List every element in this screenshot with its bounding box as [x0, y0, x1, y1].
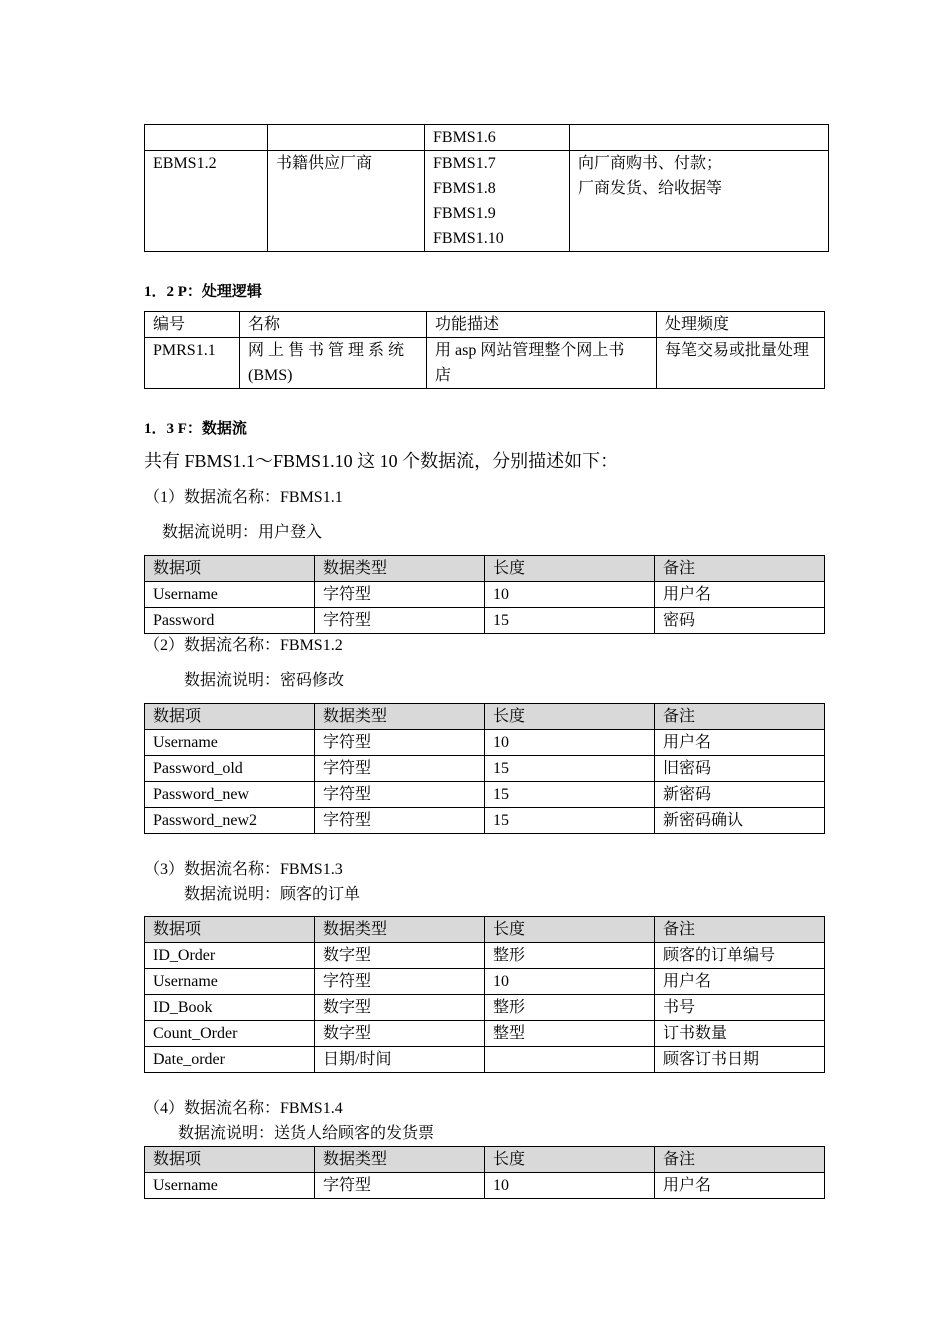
table-cell: 10: [485, 730, 655, 756]
table-header-row: [145, 704, 825, 730]
table-header-cell: 数据类型: [315, 704, 485, 730]
table-cell: Username: [145, 1173, 315, 1199]
table-header-cell: 备注: [655, 917, 825, 943]
table-cell: 用户名: [655, 582, 825, 608]
table-cell: 整形: [485, 995, 655, 1021]
table-header-row: [145, 556, 825, 582]
table-row: [145, 582, 825, 608]
table-cell: 向厂商购书、付款； 厂商发货、给收据等: [570, 151, 829, 252]
table-cell: Username: [145, 582, 315, 608]
table-cell: Password_old: [145, 756, 315, 782]
table-cell: 数字型: [315, 1021, 485, 1047]
table-header-cell: 备注: [655, 556, 825, 582]
table-row: [145, 756, 825, 782]
table-cell: 10: [485, 1173, 655, 1199]
table-cell: Password_new: [145, 782, 315, 808]
table-cell: 15: [485, 808, 655, 834]
flow-name: （2）数据流名称：FBMS1.2: [144, 637, 343, 654]
table-cell: 用户名: [655, 1173, 825, 1199]
table-cell: 15: [485, 756, 655, 782]
table-cell: 字符型: [315, 808, 485, 834]
table-cell: 数字型: [315, 943, 485, 969]
table-cell: 10: [485, 582, 655, 608]
table-row: [145, 338, 825, 389]
table-header-cell: 编号: [145, 312, 240, 338]
table-header-row: [145, 312, 825, 338]
table-row: [145, 943, 825, 969]
table-cell: [485, 1047, 655, 1073]
table-cell: 日期/时间: [315, 1047, 485, 1073]
table-cell: 新密码确认: [655, 808, 825, 834]
table-row: [145, 125, 829, 151]
flow-description: 数据流说明：顾客的订单: [184, 886, 361, 903]
flow-name: （1）数据流名称：FBMS1.1: [144, 489, 343, 506]
table-cell: 整形: [485, 943, 655, 969]
table-cell: 字符型: [315, 1173, 485, 1199]
table-row: [145, 808, 825, 834]
table-header-cell: 数据项: [145, 556, 315, 582]
section-intro: 共有 FBMS1.1～FBMS1.10 这 10 个数据流，分别描述如下：: [144, 451, 619, 471]
table-cell: 旧密码: [655, 756, 825, 782]
table-row: [145, 969, 825, 995]
section-heading-f: 1．3 F：数据流: [144, 421, 247, 437]
table-header-cell: 长度: [485, 1147, 655, 1173]
table-cell: 字符型: [315, 730, 485, 756]
table-header-cell: 长度: [485, 556, 655, 582]
table-cell: 字符型: [315, 756, 485, 782]
table-cell: ID_Order: [145, 943, 315, 969]
table-cell: 书籍供应厂商: [268, 151, 425, 252]
table-header-cell: 数据类型: [315, 556, 485, 582]
flow-description: 数据流说明：送货人给顾客的发货票: [178, 1125, 435, 1142]
table-cell: PMRS1.1: [145, 338, 240, 389]
table-row: [145, 1021, 825, 1047]
table-cell: 新密码: [655, 782, 825, 808]
flow-name: （3）数据流名称：FBMS1.3: [144, 861, 343, 878]
table-cell: Password: [145, 608, 315, 634]
table-cell: 网 上 售 书 管 理 系 统 (BMS): [240, 338, 427, 389]
table-header-cell: 数据项: [145, 917, 315, 943]
flow-table: [144, 1146, 825, 1199]
table-cell: 字符型: [315, 969, 485, 995]
table-cell: 密码: [655, 608, 825, 634]
table-header-cell: 功能描述: [427, 312, 657, 338]
table-cell: [570, 125, 829, 151]
table-header-cell: 长度: [485, 704, 655, 730]
table-header-cell: 备注: [655, 1147, 825, 1173]
flow-table: [144, 916, 825, 1073]
table-header-cell: 备注: [655, 704, 825, 730]
table-row: [145, 730, 825, 756]
table-header-cell: 数据类型: [315, 1147, 485, 1173]
table-cell: 字符型: [315, 582, 485, 608]
table-header-cell: 长度: [485, 917, 655, 943]
table-header-cell: 处理频度: [657, 312, 825, 338]
table-cell: Username: [145, 969, 315, 995]
table-cell: EBMS1.2: [145, 151, 268, 252]
section-heading-p: 1．2 P：处理逻辑: [144, 284, 262, 300]
table-cell: Password_new2: [145, 808, 315, 834]
table-cell: 书号: [655, 995, 825, 1021]
table-header-cell: 数据类型: [315, 917, 485, 943]
flow-table: [144, 555, 825, 634]
table-header-cell: 数据项: [145, 704, 315, 730]
table-cell: 用 asp 网站管理整个网上书 店: [427, 338, 657, 389]
process-table: [144, 311, 825, 389]
table-cell: FBMS1.7 FBMS1.8 FBMS1.9 FBMS1.10: [425, 151, 570, 252]
table-header-cell: 名称: [240, 312, 427, 338]
table-cell: 10: [485, 969, 655, 995]
table-row: [145, 1047, 825, 1073]
table-row: [145, 782, 825, 808]
table-cell: Count_Order: [145, 1021, 315, 1047]
table-row: [145, 608, 825, 634]
table-cell: ID_Book: [145, 995, 315, 1021]
flow-description: 数据流说明：密码修改: [184, 672, 345, 689]
table-row: [145, 151, 829, 252]
table-cell: 数字型: [315, 995, 485, 1021]
table-cell: 顾客订书日期: [655, 1047, 825, 1073]
table-cell: [268, 125, 425, 151]
table-cell: 字符型: [315, 608, 485, 634]
table-header-row: [145, 1147, 825, 1173]
table-cell: 用户名: [655, 730, 825, 756]
table-cell: FBMS1.6: [425, 125, 570, 151]
flow-description: 数据流说明：用户登入: [162, 524, 323, 541]
table-cell: 15: [485, 608, 655, 634]
table-cell: Date_order: [145, 1047, 315, 1073]
table-cell: 15: [485, 782, 655, 808]
table-row: [145, 1173, 825, 1199]
table-cell: 字符型: [315, 782, 485, 808]
table-header-row: [145, 917, 825, 943]
entity-table: [144, 124, 829, 252]
table-cell: 顾客的订单编号: [655, 943, 825, 969]
table-cell: [145, 125, 268, 151]
table-cell: 每笔交易或批量处理: [657, 338, 825, 389]
table-row: [145, 995, 825, 1021]
table-cell: 整型: [485, 1021, 655, 1047]
table-cell: Username: [145, 730, 315, 756]
table-cell: 订书数量: [655, 1021, 825, 1047]
table-cell: 用户名: [655, 969, 825, 995]
flow-table: [144, 703, 825, 834]
flow-name: （4）数据流名称：FBMS1.4: [144, 1100, 343, 1117]
table-header-cell: 数据项: [145, 1147, 315, 1173]
